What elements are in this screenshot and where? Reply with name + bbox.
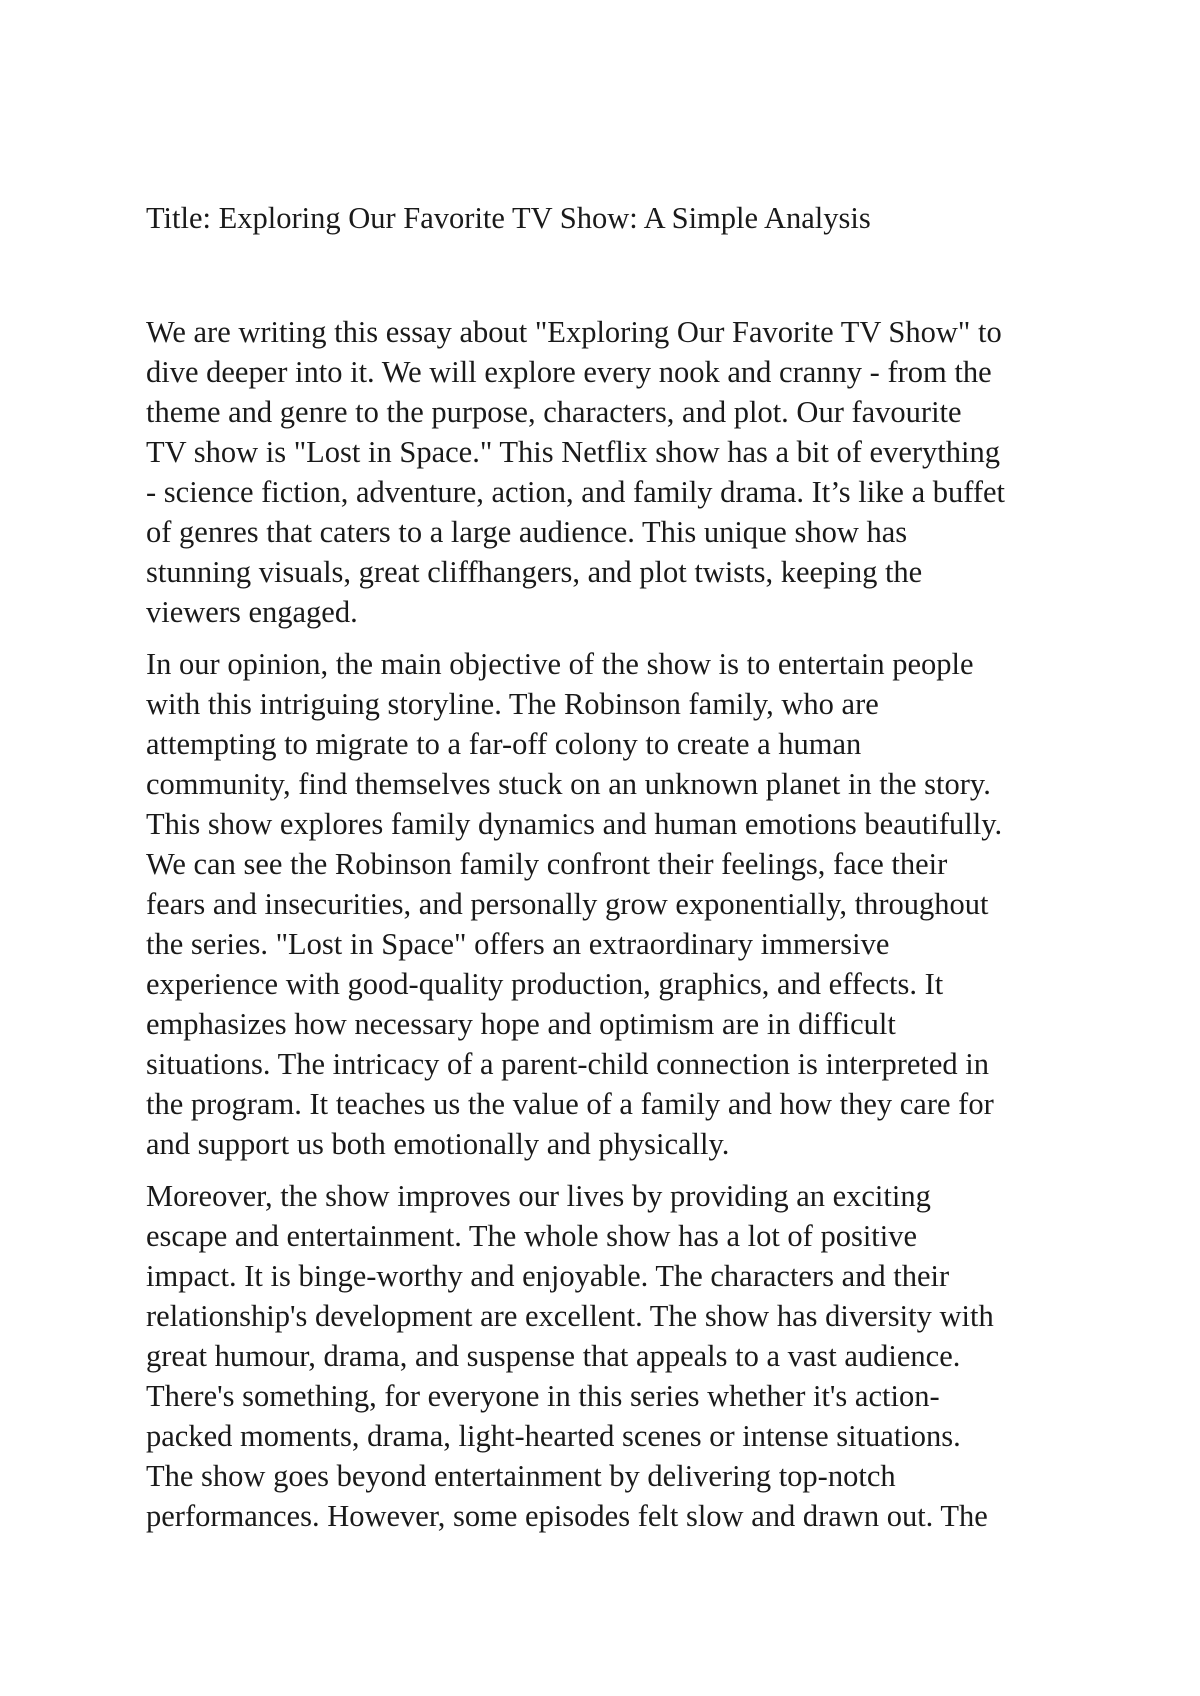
- text-line: We are writing this essay about "Exploring Our Favorite TV Show" to: [146, 315, 1002, 349]
- text-line: experience with good-quality production, graphics, and effects. It: [146, 967, 944, 1001]
- text-line: situations. The intricacy of a parent-child connection is interpreted in: [146, 1047, 989, 1081]
- text-line: stunning visuals, great cliffhangers, and plot twists, keeping the: [146, 555, 923, 589]
- text-line: emphasizes how necessary hope and optimism are in difficult: [146, 1007, 896, 1041]
- text-line: The show goes beyond entertainment by delivering top-notch: [146, 1459, 896, 1493]
- text-line: of genres that caters to a large audience. This unique show has: [146, 515, 908, 549]
- text-line: fears and insecurities, and personally grow exponentially, throughout: [146, 887, 989, 921]
- text-line: - science fiction, adventure, action, and family drama. It’s like a buffet: [146, 475, 1006, 509]
- text-line: We can see the Robinson family confront their feelings, face their: [146, 847, 948, 881]
- text-line: This show explores family dynamics and human emotions beautifully.: [146, 807, 1003, 841]
- paragraph: [146, 644, 1076, 1164]
- text-line: Moreover, the show improves our lives by providing an exciting: [146, 1179, 931, 1213]
- paragraph: [146, 1176, 1076, 1536]
- text-line: dive deeper into it. We will explore every nook and cranny - from the: [146, 355, 992, 389]
- text-line: impact. It is binge-worthy and enjoyable. The characters and their: [146, 1259, 950, 1293]
- document-content: [146, 198, 1076, 1548]
- text-line: TV show is "Lost in Space." This Netflix show has a bit of everything: [146, 435, 1000, 469]
- text-line: packed moments, drama, light-hearted scenes or intense situations.: [146, 1419, 961, 1453]
- text-line: There's something, for everyone in this series whether it's action-: [146, 1379, 940, 1413]
- text-line: the series. "Lost in Space" offers an extraordinary immersive: [146, 927, 890, 961]
- text-line: viewers engaged.: [146, 595, 358, 629]
- document-title: Title: Exploring Our Favorite TV Show: A Simple Analysis: [146, 201, 871, 235]
- document-body: [146, 312, 1076, 1536]
- text-line: relationship's development are excellent. The show has diversity with: [146, 1299, 994, 1333]
- text-line: the program. It teaches us the value of a family and how they care for: [146, 1087, 994, 1121]
- text-line: community, find themselves stuck on an unknown planet in the story.: [146, 767, 991, 801]
- text-line: In our opinion, the main objective of the show is to entertain people: [146, 647, 974, 681]
- text-line: theme and genre to the purpose, characters, and plot. Our favourite: [146, 395, 962, 429]
- text-line: great humour, drama, and suspense that appeals to a vast audience.: [146, 1339, 961, 1373]
- text-line: performances. However, some episodes felt slow and drawn out. The: [146, 1499, 988, 1533]
- text-line: escape and entertainment. The whole show has a lot of positive: [146, 1219, 918, 1253]
- text-line: and support us both emotionally and physically.: [146, 1127, 730, 1161]
- text-line: with this intriguing storyline. The Robinson family, who are: [146, 687, 879, 721]
- text-line: attempting to migrate to a far-off colony to create a human: [146, 727, 862, 761]
- paragraph: [146, 312, 1076, 632]
